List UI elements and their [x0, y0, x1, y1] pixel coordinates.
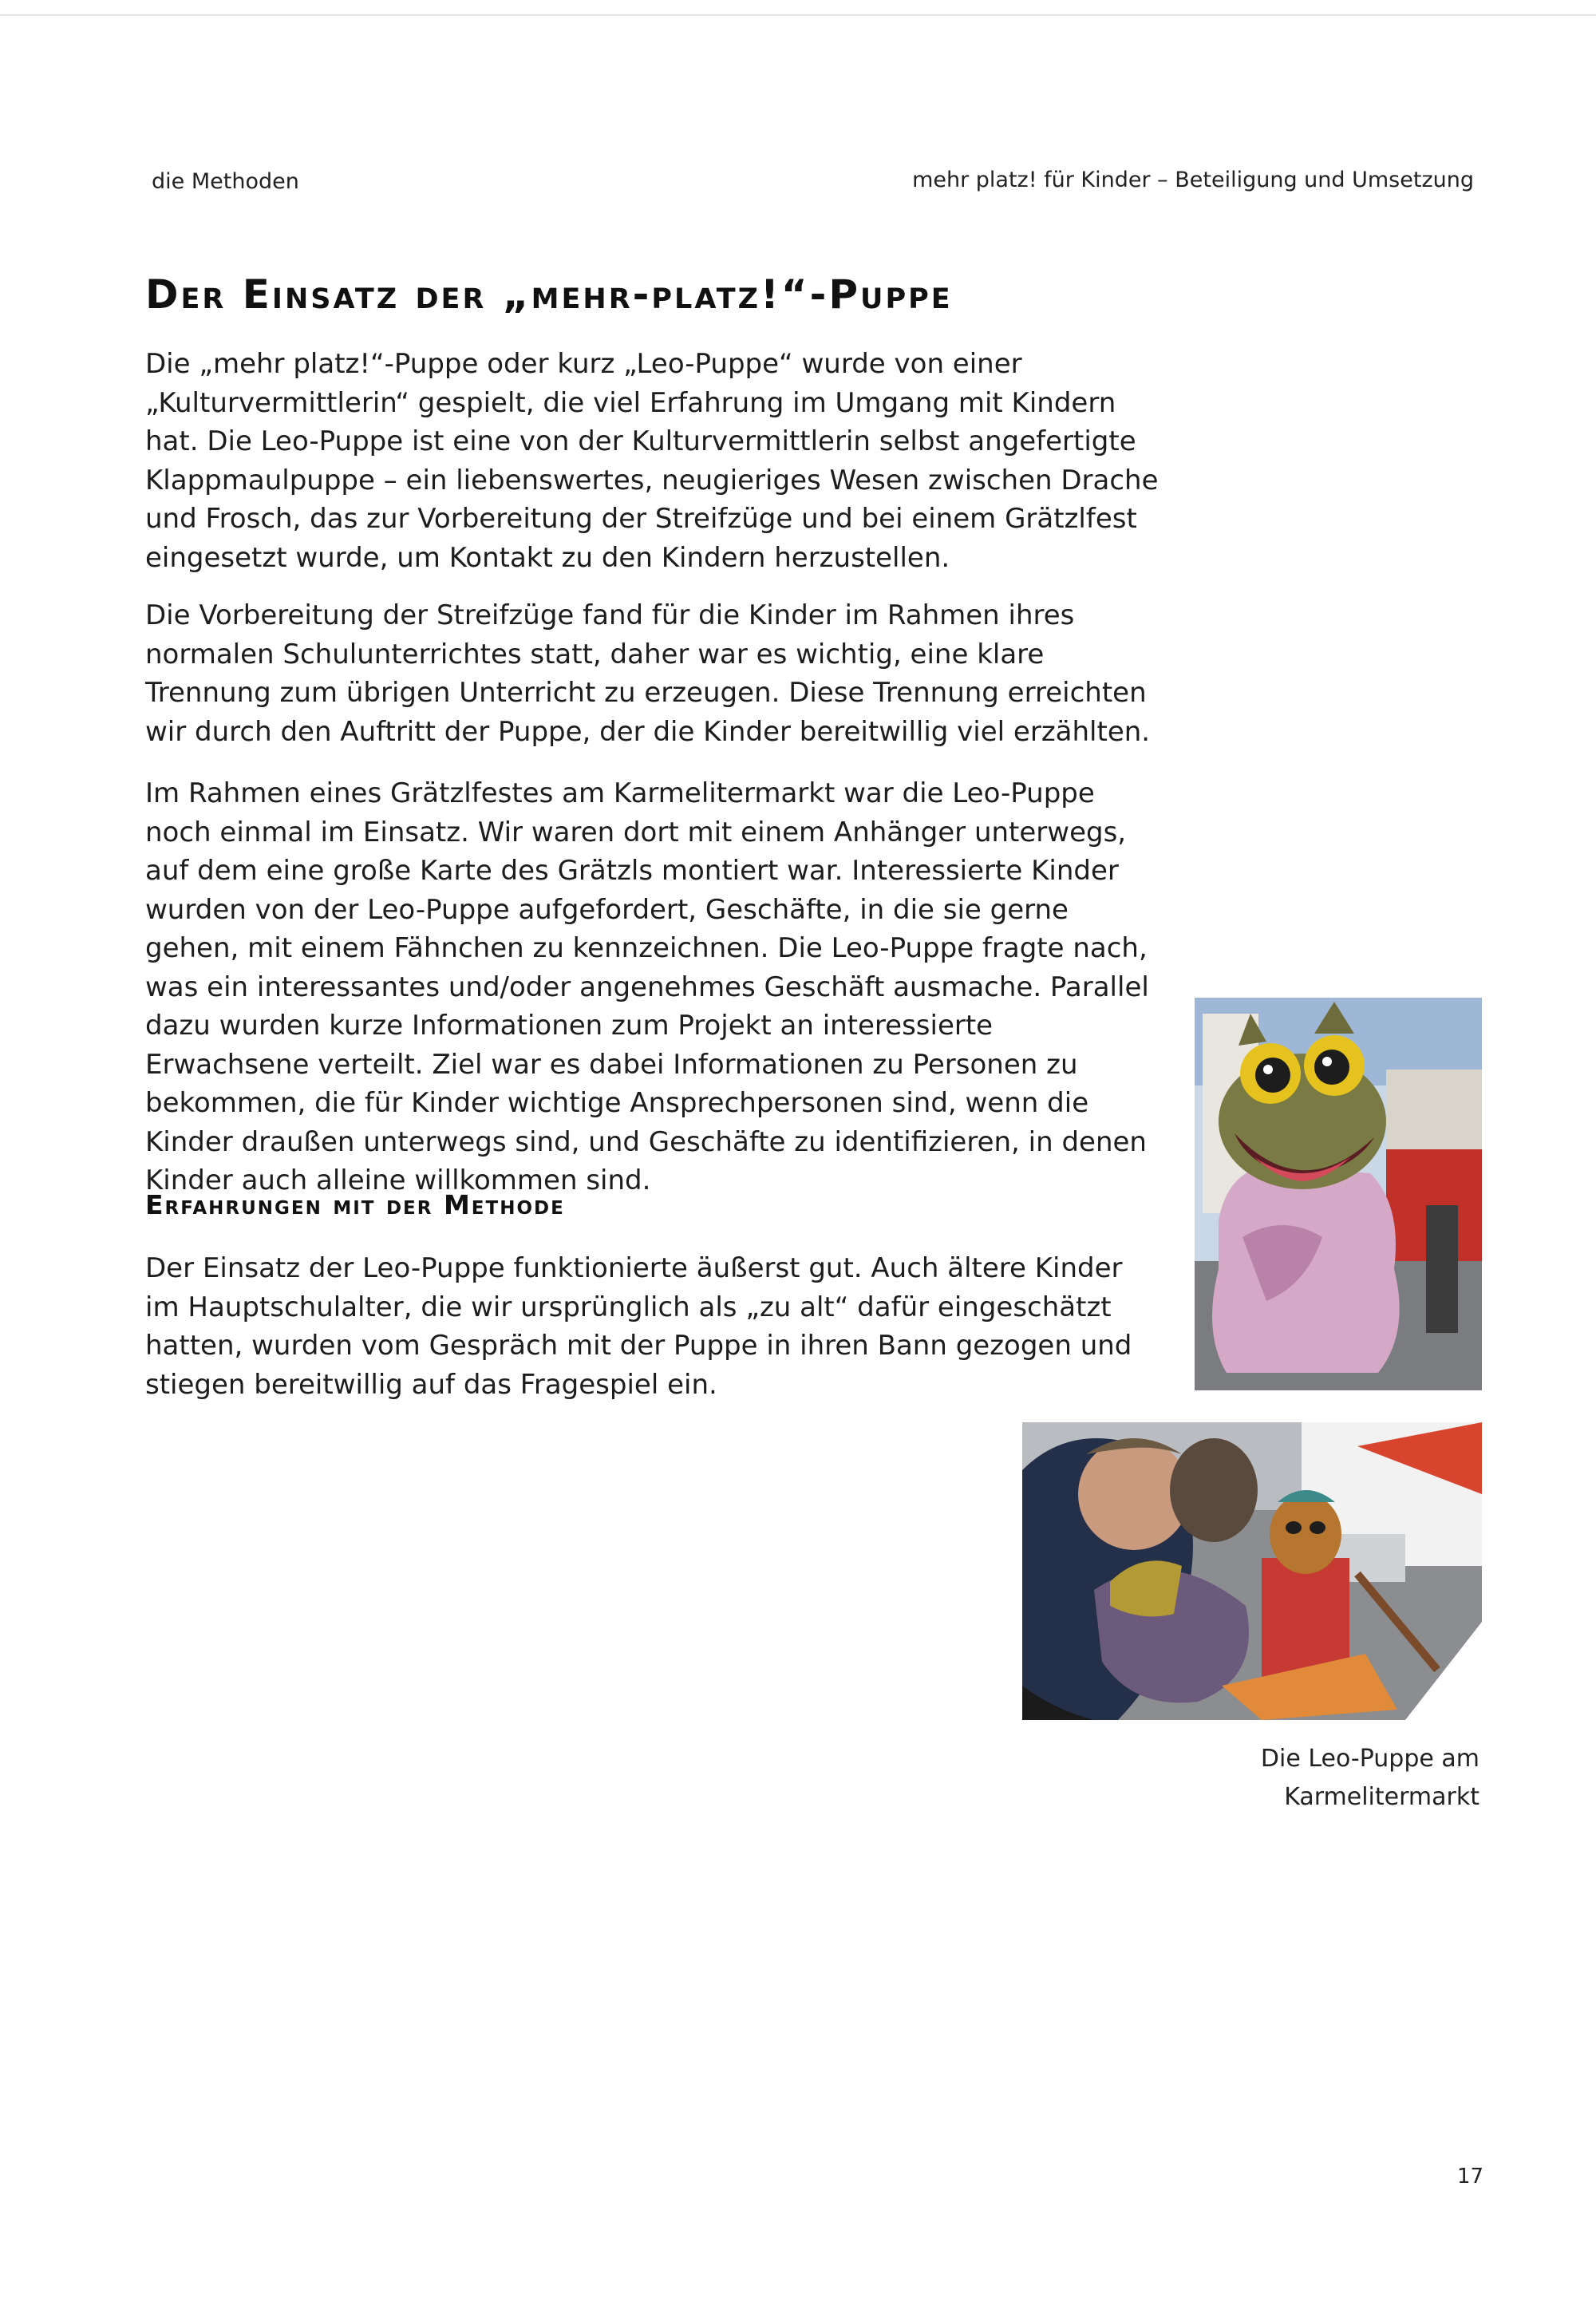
body-paragraph-3: [145, 774, 1159, 1218]
section-title: Der Einsatz der „mehr-platz!“-Puppe: [145, 271, 953, 318]
top-border-line: [0, 14, 1596, 16]
running-header-right: mehr platz! für Kinder – Beteiligung und Umsetzung: [912, 168, 1474, 192]
subheading: Erfahrungen mit der Methode: [145, 1189, 565, 1220]
market-scene-illustration: [1022, 1422, 1482, 1720]
karmelitermarkt-photo: [1022, 1422, 1482, 1720]
body-paragraph-1: [145, 345, 1159, 595]
photo-caption: [1261, 1740, 1479, 1817]
running-header-left: die Methoden: [152, 169, 299, 194]
paragraph-text: Die Vorbereitung der Streifzüge fand für die Kinder im Rahmen ihres normalen Schulunterrichtes statt, daher war es wichtig, eine klare Trennung zum übrigen Unterricht zu erzeugen. Diese Trennung erreichten wir durch den Auftritt der Puppe, der die Kinder bereitwillig viel erzählten.: [145, 599, 1151, 748]
paragraph-text: Der Einsatz der Leo-Puppe funktionierte äußerst gut. Auch ältere Kinder im Hauptschulalter, die wir ursprünglich als „zu alt“ dafür eingeschätzt hatten, wurden vom Gespräch mit der Puppe in ihren Bann gezogen und stiegen bereitwillig auf das Fragespiel ein.: [145, 1252, 1132, 1401]
body-paragraph-experience: [145, 1249, 1159, 1421]
leo-puppet-illustration: [1195, 998, 1482, 1390]
page-number: 17: [1457, 2165, 1484, 2189]
paragraph-text: Die „mehr platz!“-Puppe oder kurz „Leo-Puppe“ wurde von einer „Kulturvermittlerin“ gespielt, die viel Erfahrung im Umgang mit Kindern hat. Die Leo-Puppe ist eine von der Kulturvermittlerin selbst angefertigte Klappmaulpuppe – ein liebenswertes, neugieriges Wesen zwischen Drache und Frosch, das zur Vorbereitung der Streifzüge und bei einem Grätzlfest eingesetzt wurde, um Kontakt zu den Kindern herzustellen.: [145, 348, 1159, 574]
leo-puppet-photo: [1195, 998, 1482, 1390]
caption-line-2: Karmelitermarkt: [1284, 1783, 1479, 1811]
paragraph-text: Im Rahmen eines Grätzlfestes am Karmelitermarkt war die Leo-Puppe noch einmal im Einsatz. Wir waren dort mit einem Anhänger unterwegs, auf dem eine große Karte des Grätzls montiert war. Interessierte Kinder wurden von der Leo-Puppe aufgefordert, Geschäfte, in die sie gerne gehen, mit einem Fähnchen zu kennzeichnen. Die Leo-Puppe fragte nach, was ein interessantes und/oder angenehmes Geschäft ausmache. Parallel dazu wurden kurze Informationen zum Projekt an interessierte Erwachsene verteilt. Ziel war es dabei Informationen zu Personen zu bekommen, die für Kinder wichtige Ansprechpersonen sind, wenn die Kinder draußen unterwegs sind, und Geschäfte zu identifizieren, in denen Kinder auch alleine willkommen sind.: [145, 777, 1149, 1196]
body-paragraph-2: [145, 596, 1159, 769]
caption-line-1: Die Leo-Puppe am: [1260, 1745, 1479, 1773]
